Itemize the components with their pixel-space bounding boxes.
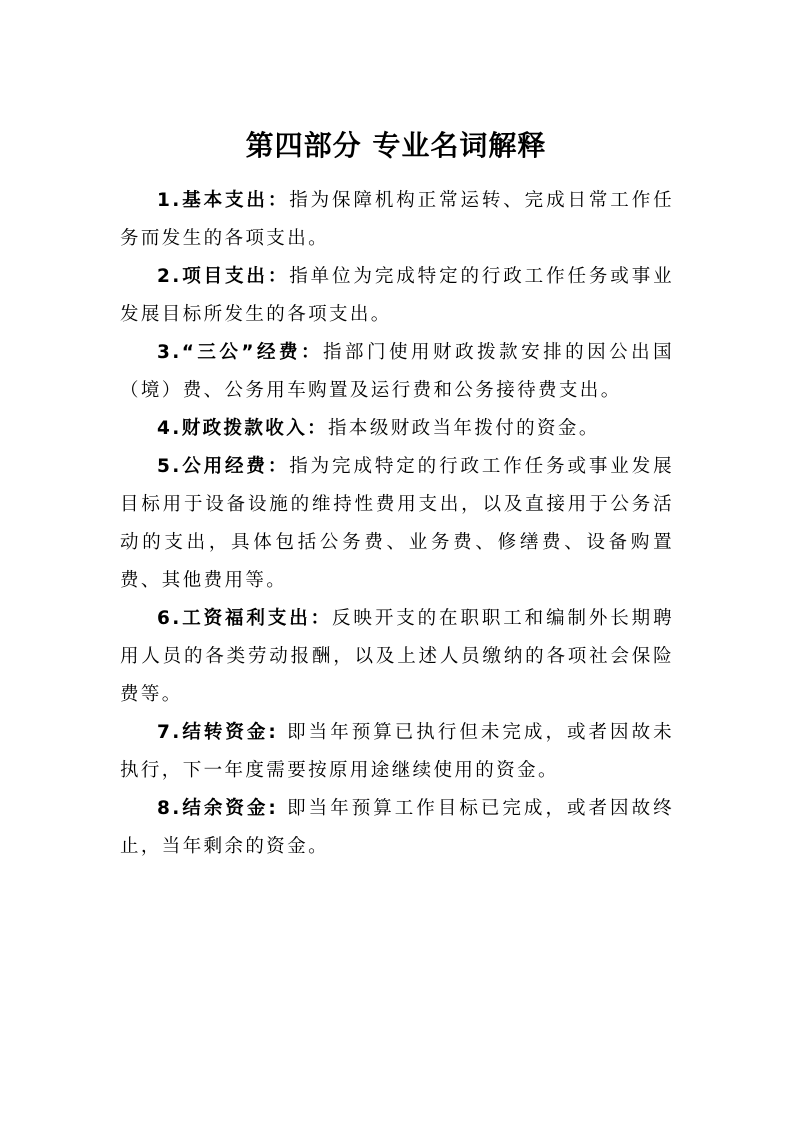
glossary-item [120,410,674,448]
glossary-term: 5.公用经费： [157,456,290,477]
glossary-definition: 指单位为完成特定的行政工作任务或事业发展目标所发生的各项支出。 [120,266,675,325]
glossary-definition: 指本级财政当年拨付的资金。 [328,418,600,439]
glossary-item [120,334,674,410]
glossary-definition: 指为完成特定的行政工作任务或事业发展目标用于设备设施的维持性费用支出，以及直接用于公务活动的支出，具体包括公务费、业务费、修缮费、设备购置费、其他费用等。 [120,456,675,591]
glossary-item [120,790,674,866]
glossary-term: 4.财政拨款收入： [157,418,329,439]
glossary-term: 1.基本支出： [157,190,290,211]
glossary-definition: 即当年预算已执行但未完成，或者因故未执行，下一年度需要按原用途继续使用的资金。 [120,722,674,781]
glossary-term: 8.结余资金: [157,798,279,819]
glossary-item [120,258,674,334]
glossary-term: 7.结转资金: [157,722,279,743]
glossary-definition: 即当年预算工作目标已完成，或者因故终止，当年剩余的资金。 [120,798,674,857]
glossary-item [120,448,674,600]
glossary-definition: 指部门使用财政拨款安排的因公出国（境）费、公务用车购置及运行费和公务接待费支出。 [120,342,674,401]
glossary-term: 6.工资福利支出： [157,608,333,629]
glossary-term: 2.项目支出： [157,266,290,287]
glossary-list [120,182,674,866]
glossary-item [120,600,674,714]
glossary-definition: 指为保障机构正常运转、完成日常工作任务而发生的各项支出。 [120,190,675,249]
page-title: 第四部分 专业名词解释 [245,129,547,162]
glossary-item [120,182,674,258]
glossary-term: 3.“三公”经费： [157,342,324,363]
glossary-definition: 反映开支的在职职工和编制外长期聘用人员的各类劳动报酬，以及上述人员缴纳的各项社会保险费等。 [120,608,674,705]
glossary-item [120,714,674,790]
